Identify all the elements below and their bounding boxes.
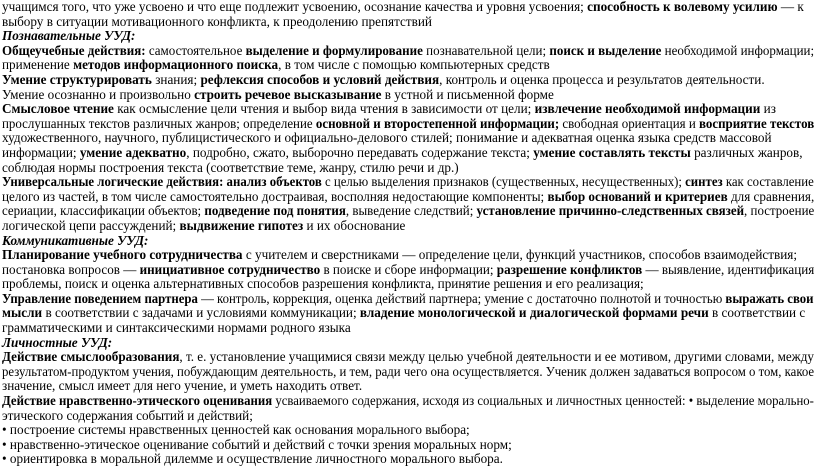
text-run: с целью выделения признаков (существенных, несущественных); xyxy=(321,174,686,190)
bold-term: Планирование учебного сотрудничества xyxy=(2,247,243,263)
text-run: и их обоснование xyxy=(303,217,406,233)
text-line xyxy=(2,306,814,321)
bold-term: Действие смыслообразования xyxy=(2,349,180,365)
bold-term: мысли xyxy=(2,305,43,321)
text-line xyxy=(2,174,814,190)
bold-term: умение адекватно xyxy=(79,144,187,160)
text-run: необходимой информации; xyxy=(661,42,815,58)
text-run: грамматическими и синтаксическими нормами родного языка xyxy=(2,320,351,336)
text-run: различных жанров, xyxy=(690,144,803,160)
bold-term: извлечение необходимой информации xyxy=(534,101,761,117)
bold-term: способность к волевому усилию xyxy=(587,0,778,14)
bold-term: Универсальные логические действия: анализ объектов xyxy=(2,174,322,190)
bold-term: рефлексия способов и условий действия xyxy=(200,71,440,87)
bold-term: инициативное сотрудничество xyxy=(139,261,321,277)
text-line xyxy=(2,409,814,424)
text-run: , в том числе с помощью компьютерных средств xyxy=(278,57,550,73)
text-line xyxy=(2,131,814,146)
text-run: Умение осознанно и произвольно xyxy=(2,86,195,102)
text-line xyxy=(2,146,814,161)
bold-term: подведение под понятия xyxy=(204,203,346,219)
bold-term: Смысловое чтение xyxy=(2,101,114,117)
bold-term: поиск и выделение xyxy=(549,42,662,58)
section-heading xyxy=(2,336,814,351)
text-line xyxy=(2,161,814,176)
bold-term: выделение и формулирование xyxy=(245,42,423,58)
text-run: • построение системы нравственных ценностей как основания морального выбора; xyxy=(2,422,470,438)
text-run: с учителем и сверстниками — определение цели, функций участников, способов взаимодействия; xyxy=(242,247,798,263)
text-line xyxy=(2,277,814,292)
bold-term: синтез xyxy=(685,174,723,190)
text-run: целого из частей, в том числе самостоятельно достраивая, восполняя недостающие компоненты; xyxy=(2,188,548,204)
text-run: — контроль, коррекция, оценка действий партнера; умение с достаточно полнотой и точностью xyxy=(197,290,726,306)
document-text xyxy=(2,0,814,467)
text-line xyxy=(2,423,814,438)
text-line xyxy=(2,88,814,103)
text-line xyxy=(2,452,814,467)
text-run: сериации, классификации объектов; xyxy=(2,203,205,219)
heading-text: Познавательные УУД: xyxy=(2,28,136,44)
text-line xyxy=(2,188,815,205)
text-line xyxy=(2,115,815,132)
text-run: постановка вопросов — xyxy=(2,261,140,277)
text-run: художественного, научного, публицистического и официально-делового стилей; понимание и адекватная оценка языка средств массовой xyxy=(2,130,772,146)
text-run: , подробно, сжато, выборочно передавать содержание текста; xyxy=(186,144,534,160)
bold-term: строить речевое высказывание xyxy=(194,86,382,102)
bold-term: выдвижение гипотез xyxy=(179,217,304,233)
text-line xyxy=(2,393,814,409)
text-run: в соответствии с xyxy=(708,305,806,321)
bold-term: умение составлять тексты xyxy=(533,144,691,160)
text-run: • ориентировка в моральной дилемме и осуществление личностного морального выбора. xyxy=(2,451,503,467)
text-run: • нравственно-этическое оценивание событий и действий с точки зрения моральных норм; xyxy=(2,436,512,452)
bold-term: владение монологической и диалогической формами речи xyxy=(359,305,709,321)
text-run: познавательной цели; xyxy=(422,42,550,58)
text-run: в поиске и сборе информации; xyxy=(320,261,497,277)
text-line xyxy=(2,15,814,30)
text-line xyxy=(2,379,814,394)
text-run: — к xyxy=(777,0,804,14)
text-run: как осмысление цели чтения и выбор вида чтения в зависимости от цели; xyxy=(113,101,535,117)
text-run: самостоятельное xyxy=(145,42,246,58)
bold-term: Управление поведением партнера xyxy=(2,290,198,306)
text-run: соблюдая нормы построения текста (соответствие теме, жанру, стилю речи и др.) xyxy=(2,159,459,175)
text-line xyxy=(2,261,815,278)
bold-term: методов информационного поиска xyxy=(73,57,279,73)
text-line xyxy=(2,290,814,307)
text-run: для сравнения, xyxy=(727,188,815,204)
bold-term: выбор оснований и критериев xyxy=(547,188,728,204)
text-run: , построение xyxy=(744,203,815,219)
bold-term: Действие нравственно-этического оценивания xyxy=(2,393,273,409)
bold-term: восприятие текстов xyxy=(698,115,815,131)
text-run: знания; xyxy=(151,71,201,87)
text-run: применение xyxy=(2,57,74,73)
text-line xyxy=(2,321,814,336)
bold-term: установление причинно-следственных связей xyxy=(476,203,745,219)
text-line xyxy=(2,0,814,15)
text-line xyxy=(2,102,814,117)
bold-term: Умение структурировать xyxy=(2,71,152,87)
text-line xyxy=(2,219,814,234)
text-run: , контроль и оценка процесса и результатов деятельности. xyxy=(439,71,765,87)
text-line xyxy=(2,349,814,365)
text-run: результатом-продуктом учения, побуждающим деятельность, и тем, ради чего она осуществляется. Ученик должен задаваться вопросом о том, какое xyxy=(2,363,815,379)
text-run: в соответствии с задачами и условиями коммуникации; xyxy=(42,305,360,321)
text-run: проблемы, поиск и оценка альтернативных способов разрешения конфликта, принятие решения и его реализация; xyxy=(2,276,644,292)
heading-text: Личностные УУД: xyxy=(2,334,113,350)
text-line xyxy=(2,58,814,73)
text-line xyxy=(2,73,814,88)
bold-term: выражать свои xyxy=(725,290,814,306)
heading-text: Коммуникативные УУД: xyxy=(2,232,149,248)
text-run: значение, смысл имеет для него учение, и уметь находить ответ. xyxy=(2,378,363,394)
text-run: усваиваемого содержания, исходя из социальных и личностных ценностей: • выделение морально- xyxy=(272,393,814,409)
text-run: из xyxy=(760,101,776,117)
text-line xyxy=(2,248,814,263)
bold-term: основной и второстепенной информации; xyxy=(315,115,560,131)
text-line xyxy=(2,363,815,380)
text-run: информации; xyxy=(2,144,80,160)
text-run: прослушанных текстов различных жанров; определение xyxy=(2,115,316,131)
text-run: этического содержания событий и действий; xyxy=(2,407,253,423)
document-page xyxy=(2,0,814,467)
text-run: свободная ориентация и xyxy=(559,115,699,131)
text-run: , т. е. установление учащимися связи между целью учебной деятельности и ее мотивом, другими словами, между xyxy=(179,349,814,365)
text-run: логической цепи рассуждений; xyxy=(2,217,180,233)
bold-term: Общеучебные действия: xyxy=(2,42,146,58)
text-run: как составление xyxy=(722,174,814,190)
text-run: , выведение следствий; xyxy=(345,203,477,219)
bold-term: разрешение конфликтов xyxy=(496,261,643,277)
text-run: выбору в ситуации мотивационного конфликта, к преодолению препятствий xyxy=(2,13,432,29)
section-heading xyxy=(2,29,814,44)
text-line xyxy=(2,438,814,453)
text-line xyxy=(2,203,815,219)
section-heading xyxy=(2,234,814,249)
text-run: — выявление, идентификация xyxy=(642,261,815,277)
text-run: в устной и письменной форме xyxy=(381,86,554,102)
text-line xyxy=(2,42,815,59)
text-run: учащимся того, что уже усвоено и что еще подлежит усвоению, осознание качества и уровня усвоения; xyxy=(2,0,588,14)
